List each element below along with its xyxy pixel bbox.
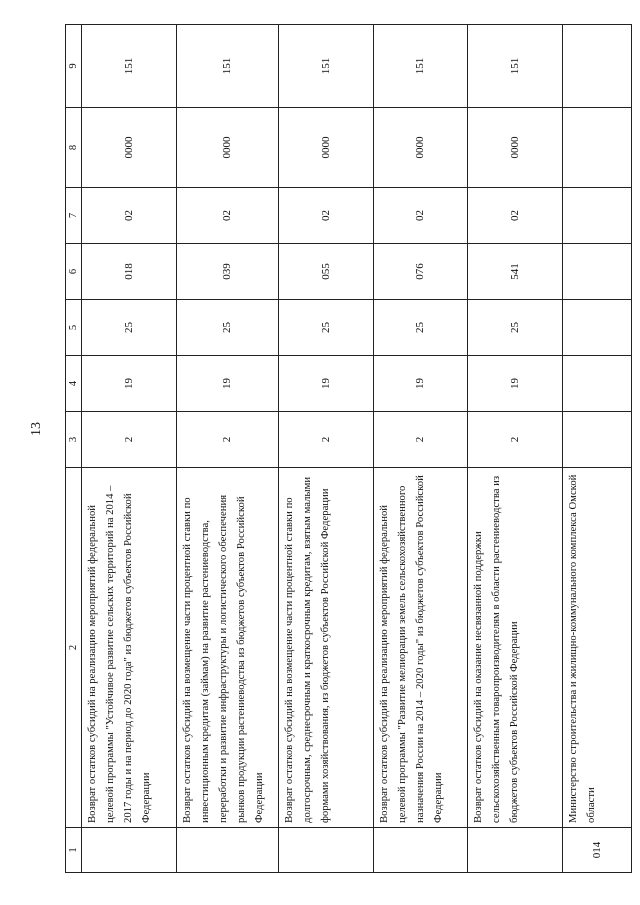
code-cell-6: 541 bbox=[468, 244, 563, 300]
page-number: 13 bbox=[29, 422, 44, 436]
table-row bbox=[468, 25, 563, 873]
code-cell-4: 19 bbox=[279, 356, 374, 412]
code-cell-5: 25 bbox=[176, 300, 278, 356]
admin-code-cell: 014 bbox=[562, 828, 631, 873]
column-number-3: 3 bbox=[66, 412, 82, 468]
code-cell-3: 2 bbox=[82, 412, 177, 468]
code-cell-9: 151 bbox=[82, 25, 177, 108]
admin-code-cell bbox=[176, 828, 278, 873]
description-cell: Возврат остатков субсидий на оказание несвязанной поддержки сельскохозяйственным товаропроизводителям в области растениеводства из бюджетов субъектов Российской Федерации bbox=[468, 468, 563, 828]
code-cell-5: 25 bbox=[82, 300, 177, 356]
code-cell-6: 018 bbox=[82, 244, 177, 300]
description-cell: Возврат остатков субсидий на возмещение части процентной ставки по инвестиционным кредитам (займам) на развитие растениеводства, переработки и развитие инфраструктуры и логистического обеспечения рынков продукции растениеводства из бюджетов субъектов Российской Федерации bbox=[176, 468, 278, 828]
table-row bbox=[562, 25, 631, 873]
code-cell-9 bbox=[562, 25, 631, 108]
code-cell-8: 0000 bbox=[468, 108, 563, 188]
code-cell-4: 19 bbox=[82, 356, 177, 412]
code-cell-9: 151 bbox=[373, 25, 468, 108]
code-cell-6: 039 bbox=[176, 244, 278, 300]
code-cell-6: 076 bbox=[373, 244, 468, 300]
code-cell-9: 151 bbox=[468, 25, 563, 108]
code-cell-8: 0000 bbox=[176, 108, 278, 188]
code-cell-8: 0000 bbox=[82, 108, 177, 188]
code-cell-7: 02 bbox=[82, 188, 177, 244]
code-cell-5: 25 bbox=[373, 300, 468, 356]
admin-code-cell bbox=[468, 828, 563, 873]
column-number-7: 7 bbox=[66, 188, 82, 244]
code-cell-7 bbox=[562, 188, 631, 244]
budget-classification-table bbox=[65, 24, 632, 873]
code-cell-9: 151 bbox=[279, 25, 374, 108]
code-cell-6 bbox=[562, 244, 631, 300]
code-cell-3 bbox=[562, 412, 631, 468]
code-cell-8: 0000 bbox=[279, 108, 374, 188]
code-cell-5: 25 bbox=[468, 300, 563, 356]
admin-code-cell bbox=[373, 828, 468, 873]
column-number-6: 6 bbox=[66, 244, 82, 300]
table-row bbox=[373, 25, 468, 873]
description-cell: Возврат остатков субсидий на реализацию мероприятий федеральной целевой программы "Устойчивое развитие сельских территорий на 2014 – 2017 годы и на период до 2020 года" из бюджетов субъектов Российской Федерации bbox=[82, 468, 177, 828]
column-number-2: 2 bbox=[66, 468, 82, 828]
budget-table-sheet bbox=[65, 25, 632, 873]
description-cell: Возврат остатков субсидий на возмещение части процентной ставки по долгосрочным, среднесрочным и краткосрочным кредитам, взятым малыми формами хозяйствования, из бюджетов субъектов Российской Федерации bbox=[279, 468, 374, 828]
column-number-5: 5 bbox=[66, 300, 82, 356]
admin-code-cell bbox=[82, 828, 177, 873]
code-cell-7: 02 bbox=[468, 188, 563, 244]
code-cell-8: 0000 bbox=[373, 108, 468, 188]
column-number-8: 8 bbox=[66, 108, 82, 188]
table-row bbox=[82, 25, 177, 873]
table-row bbox=[279, 25, 374, 873]
code-cell-5: 25 bbox=[279, 300, 374, 356]
code-cell-3: 2 bbox=[279, 412, 374, 468]
code-cell-4: 19 bbox=[176, 356, 278, 412]
table-row bbox=[176, 25, 278, 873]
column-number-row bbox=[66, 25, 82, 873]
code-cell-7: 02 bbox=[373, 188, 468, 244]
column-number-9: 9 bbox=[66, 25, 82, 108]
code-cell-3: 2 bbox=[373, 412, 468, 468]
code-cell-3: 2 bbox=[176, 412, 278, 468]
code-cell-8 bbox=[562, 108, 631, 188]
column-number-4: 4 bbox=[66, 356, 82, 412]
code-cell-9: 151 bbox=[176, 25, 278, 108]
code-cell-4: 19 bbox=[373, 356, 468, 412]
code-cell-7: 02 bbox=[279, 188, 374, 244]
code-cell-4 bbox=[562, 356, 631, 412]
admin-code-cell bbox=[279, 828, 374, 873]
column-number-1: 1 bbox=[66, 828, 82, 873]
code-cell-4: 19 bbox=[468, 356, 563, 412]
code-cell-7: 02 bbox=[176, 188, 278, 244]
description-cell: Возврат остатков субсидий на реализацию мероприятий федеральной целевой программы "Развитие мелиорации земель сельскохозяйственного назначения России на 2014 – 2020 годы" из бюджетов субъектов Российской Федерации bbox=[373, 468, 468, 828]
code-cell-3: 2 bbox=[468, 412, 563, 468]
code-cell-5 bbox=[562, 300, 631, 356]
description-cell: Министерство строительства и жилищно-коммунального комплекса Омской области bbox=[562, 468, 631, 828]
code-cell-6: 055 bbox=[279, 244, 374, 300]
